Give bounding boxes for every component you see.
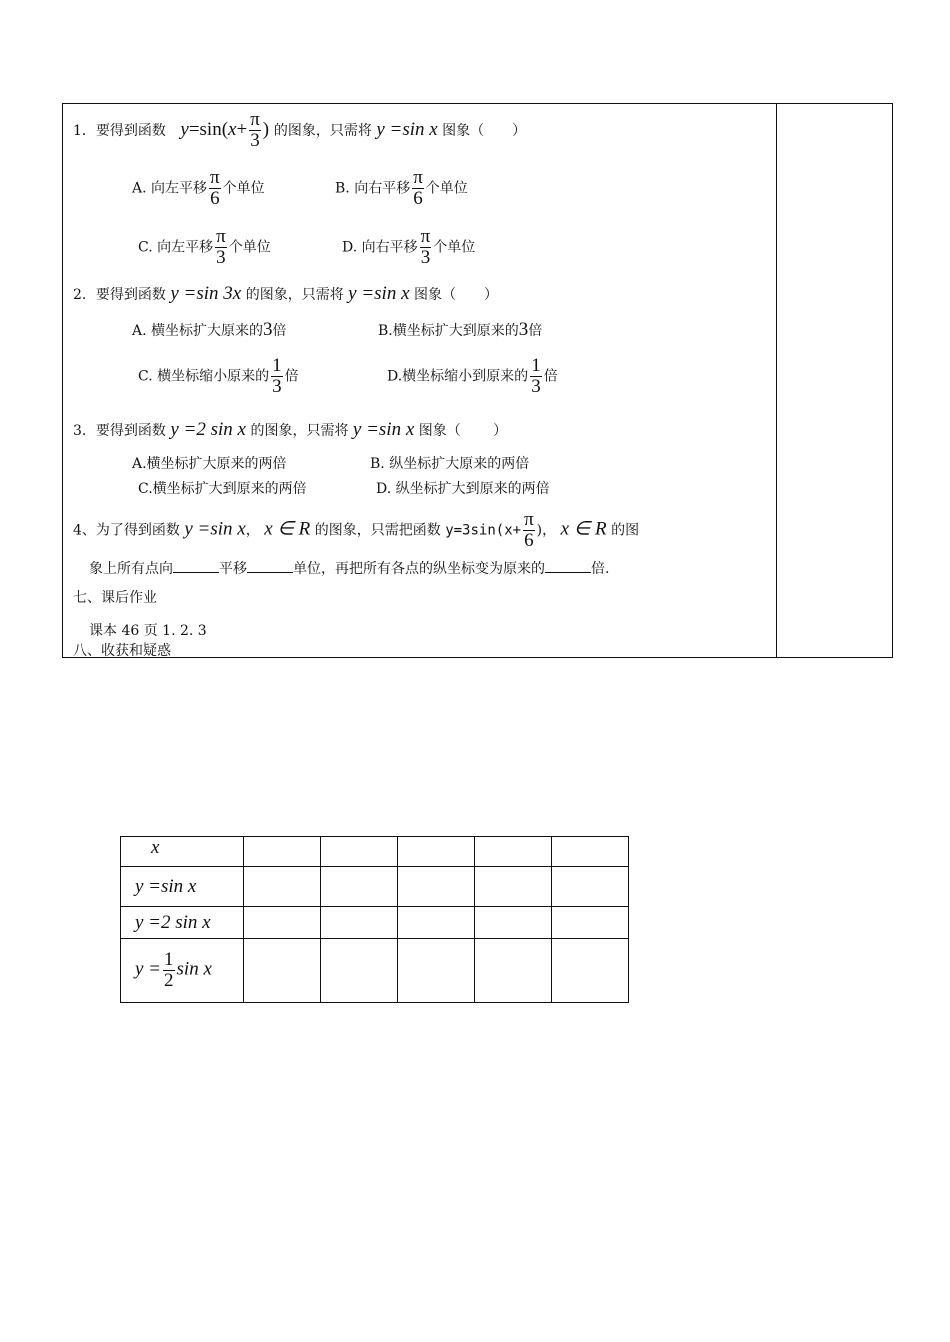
q2-option-c: C. 横坐标缩小原来的 $\frac{1}{3}$ 倍 [138,355,299,397]
q1-stem-mid: 的图象，只需将 [273,122,372,139]
q1-option-d: D. 向右平移 $\frac{\pi}{3}$ 个单位 [342,226,476,268]
table-cell[interactable] [244,837,321,867]
q4-domain-2: x ∈ R [560,518,607,540]
q1-formula-y: y [180,118,189,140]
q1-target: y =sin x [376,118,438,140]
q3-formula: y =2 sin x [170,419,246,440]
table-cell[interactable] [552,907,629,939]
question-3: 3．要得到函数 y =2 sin x 的图象，只需将 y =sin x 图象（ ） [73,419,508,440]
table-cell[interactable] [244,939,321,1003]
q2-option-a: A. 横坐标扩大原来的3倍 [132,319,287,340]
table-cell[interactable] [321,837,398,867]
section-8-heading: 八、收获和疑惑 [73,643,171,659]
q4-formula-1: y =sin x [184,518,246,540]
q1-formula-eq: =sin( [188,118,229,140]
q1-stem-suffix: 图象（ ） [442,122,527,139]
q2-target: y =sin x [348,283,410,304]
q1-option-c: C. 向左平移 $\frac{\pi}{3}$ 个单位 [138,226,271,268]
table-label-x: x [151,837,160,858]
q1-formula-close: ) [262,118,270,140]
q3-option-d: D. 纵坐标扩大到原来的两倍 [376,481,550,497]
table-label-half-fraction: $\frac{1}{2}$ [164,949,174,991]
q2-formula: y =sin 3x [170,283,242,304]
q3-option-c: C.横坐标扩大到原来的两倍 [138,481,307,497]
q1-formula-plus: + [236,118,248,140]
value-table [120,836,629,1003]
q4-formula-2: y=3sin(x+ [445,522,522,539]
question-4: 4、为了得到函数 y =sin x， x ∈ R 的图象，只需把函数 y=3sin(x+ $\frac{\pi}{6}$ )， x ∈ R 的图 [73,509,640,551]
table-cell[interactable] [475,867,552,907]
blank-amount[interactable] [247,560,293,573]
table-row [121,837,629,867]
table-cell[interactable] [398,837,475,867]
table-label-2sinx: y =2 sin x [135,911,211,933]
table-cell[interactable] [475,939,552,1003]
table-cell[interactable] [552,867,629,907]
question-2: 2．要得到函数 y =sin 3x 的图象，只需将 y =sin x 图象（ ） [73,283,498,304]
table-cell[interactable] [475,837,552,867]
q3-option-b: B. 纵坐标扩大原来的两倍 [370,456,530,472]
table-cell[interactable] [244,907,321,939]
table-cell[interactable] [398,907,475,939]
q1-fraction: $\frac{\pi}{3}$ [250,109,260,151]
table-label-sinx: y =sin x [135,875,197,897]
table-cell[interactable] [552,837,629,867]
table-cell[interactable] [321,939,398,1003]
table-label-half-prefix: y = [135,958,162,980]
question-1 [73,110,526,151]
q1-formula-x: x [228,118,237,140]
homework-text: 课本 46 页 1. 2. 3 [89,623,207,639]
q1-option-a: A. 向左平移 $\frac{\pi}{6}$ 个单位 [132,167,265,209]
q4-line-2: 象上所有点向 平移 单位，再把所有各点的纵坐标变为原来的 倍. [89,561,610,577]
q1-option-b: B. 向右平移 $\frac{\pi}{6}$ 个单位 [335,167,468,209]
column-divider [776,103,777,658]
table-cell[interactable] [475,907,552,939]
table-cell[interactable] [244,867,321,907]
blank-direction[interactable] [173,560,219,573]
q2-option-b: B.横坐标扩大到原来的3倍 [378,319,543,340]
q3-option-a: A.横坐标扩大原来的两倍 [132,456,287,472]
q1-stem-prefix: 1．要得到函数 [73,122,166,139]
table-cell[interactable] [552,939,629,1003]
section-7-heading: 七、课后作业 [73,590,157,606]
table-cell[interactable] [398,867,475,907]
table-label-half-suffix: sin x [176,958,212,980]
q2-option-d: D.横坐标缩小到原来的 $\frac{1}{3}$ 倍 [387,355,558,397]
table-row [121,907,629,939]
blank-factor[interactable] [545,560,591,573]
table-cell[interactable] [321,867,398,907]
table-row [121,867,629,907]
q3-target: y =sin x [352,419,415,440]
table-row [121,939,629,1003]
table-cell[interactable] [398,939,475,1003]
table-cell[interactable] [321,907,398,939]
q4-domain-1: x ∈ R [264,518,311,540]
